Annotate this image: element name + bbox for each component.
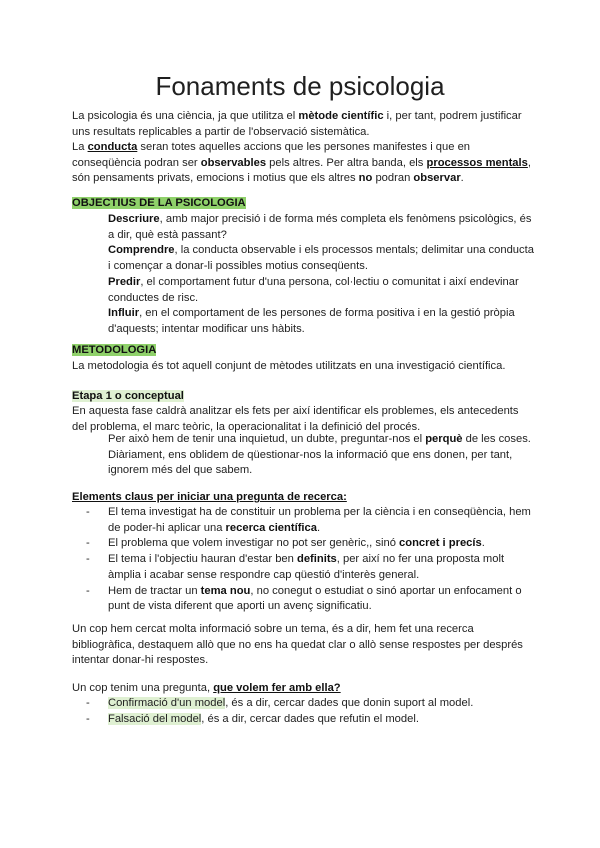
pregunta-intro: Un cop tenim una pregunta, que volem fer amb ella? xyxy=(72,682,341,694)
etapa1-indented-text: Per això hem de tenir una inquietud, un dubte, preguntar-nos el perquè de les coses. Diàriament, ens oblidem de qüestionar-nos la informació que ens donen, per tant, ignorem més del que sabem. xyxy=(108,433,531,477)
objectiu-item: Influir, en el comportament de les persones de forma positiva i en la gestió pròpia d'aquests; intentar modificar uns hàbits. xyxy=(108,307,515,335)
list-item: - Hem de tractar un tema nou, no conegut o estudiat o sinó aportar un enfocament o punt de vista diferent que aporti un avenç significatiu. xyxy=(86,584,522,613)
list-item: - El problema que volem investigar no pot ser genèric,, sinó concret i precís. xyxy=(86,537,485,550)
list-item: - El tema i l'objectiu hauran d'estar ben definits, per així no fer una proposta molt àmplia i acabar sense respondre cap qüestió d'interès general. xyxy=(86,553,505,581)
list-item: - Falsació del model, és a dir, cercar dades que refutin el model. xyxy=(86,712,419,725)
elements-list xyxy=(72,505,534,615)
objectiu-item: Descriure, amb major precisió i de forma més completa els fenòmens psicològics, és a dir, què està passant? xyxy=(108,213,532,241)
intro-paragraph-2: La conducta seran totes aquelles accions que les persones manifestes i que en conseqüència podran ser observables pels altres. Per altra banda, els processos mentals, són pensaments privats, emocions i motius que els altres no podran observar. xyxy=(72,141,531,185)
intro-paragraph-1: La psicologia és una ciència, ja que utilitza el mètode científic i, per tant, podrem justificar uns resultats replicables a partir de l'observació sistemàtica. xyxy=(72,110,522,138)
elements-heading: Elements claus per iniciar una pregunta de recerca: xyxy=(72,491,347,503)
cercat-paragraph: Un cop hem cercat molta informació sobre un tema, és a dir, hem fet una recerca bibliogràfica, destaquem allò que no ens ha quedat clar o allò sense respostes per després intentar donar-hi respostes. xyxy=(72,623,523,667)
objectiu-item: Comprendre, la conducta observable i els processos mentals; delimitar una conducta i començar a donar-li possibles motius conseqüents. xyxy=(108,244,534,273)
objectius-list xyxy=(108,212,534,338)
objectius-heading: OBJECTIUS DE LA PSICOLOGIA xyxy=(72,197,246,209)
etapa1-text: En aquesta fase caldrà analitzar els fets per així identificar els problemes, els antecedents del problema, el marc teòric, la operacionalitat i la definició del procés. xyxy=(72,405,519,433)
metodologia-heading: METODOLOGIA xyxy=(72,344,157,356)
list-item: - El tema investigat ha de constituir un problema per la ciència i en conseqüència, hem de poder-hi aplicar una recerca científica. xyxy=(86,506,531,534)
metodologia-text: La metodologia és tot aquell conjunt de mètodes utilitzats en una investigació científica. xyxy=(72,360,506,372)
pregunta-list xyxy=(72,696,534,727)
etapa1-heading: Etapa 1 o conceptual xyxy=(72,390,184,402)
objectiu-item: Predir, el comportament futur d'una persona, col·lectiu o comunitat i així endevinar conductes de risc. xyxy=(108,275,519,304)
list-item: - Confirmació d'un model, és a dir, cercar dades que donin suport al model. xyxy=(86,697,474,709)
page-title: Fonaments de psicologia xyxy=(155,71,445,101)
